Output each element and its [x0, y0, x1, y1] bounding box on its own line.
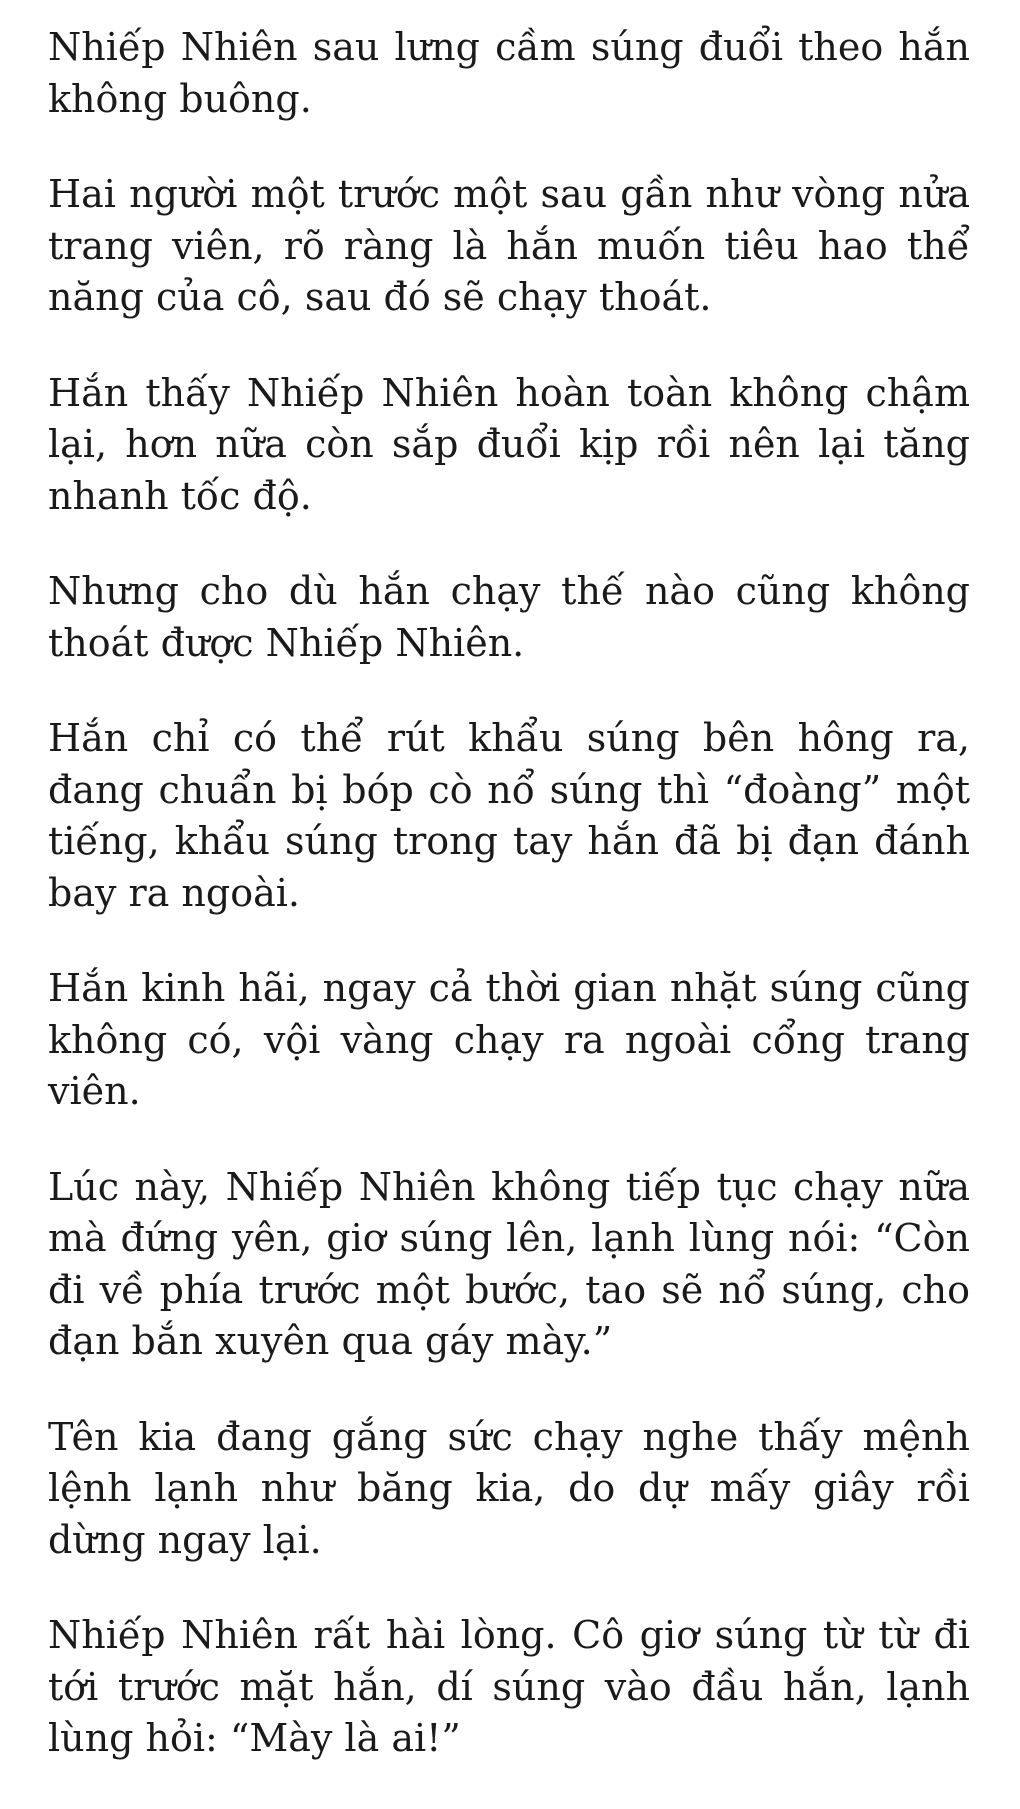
paragraph-5: Hắn chỉ có thể rút khẩu súng bên hông ra, đang chuẩn bị bóp cò nổ súng thì “đoàng” một tiếng, khẩu súng trong tay hắn đã bị đạn đánh bay ra ngoài.	[48, 716, 970, 915]
paragraph-6: Hắn kinh hãi, ngay cả thời gian nhặt súng cũng không có, vội vàng chạy ra ngoài cổng trang viên.	[48, 966, 970, 1113]
paragraph-1: Nhiếp Nhiên sau lưng cầm súng đuổi theo hắn không buông.	[48, 25, 970, 121]
paragraph-3: Hắn thấy Nhiếp Nhiên hoàn toàn không chậm lại, hơn nữa còn sắp đuổi kịp rồi nên lại tăng nhanh tốc độ.	[48, 370, 970, 518]
paragraph-4: Nhưng cho dù hắn chạy thế nào cũng không thoát được Nhiếp Nhiên.	[48, 569, 970, 665]
paragraph-9: Nhiếp Nhiên rất hài lòng. Cô giơ súng từ từ đi tới trước mặt hắn, dí súng vào đầu hắn, lạnh lùng hỏi: “Mày là ai!”	[48, 1613, 970, 1760]
paragraph-8: Tên kia đang gắng sức chạy nghe thấy mệnh lệnh lạnh như băng kia, do dự mấy giây rồi dừng ngay lại.	[48, 1414, 970, 1562]
reading-page	[48, 22, 970, 1809]
paragraph-7: Lúc này, Nhiếp Nhiên không tiếp tục chạy nữa mà đứng yên, giơ súng lên, lạnh lùng nói: “Còn đi về phía trước một bước, tao sẽ nổ súng, cho đạn bắn xuyên qua gáy mày.”	[48, 1164, 970, 1363]
paragraph-2: Hai người một trước một sau gần như vòng nửa trang viên, rõ ràng là hắn muốn tiêu hao thể năng của cô, sau đó sẽ chạy thoát.	[48, 172, 970, 319]
